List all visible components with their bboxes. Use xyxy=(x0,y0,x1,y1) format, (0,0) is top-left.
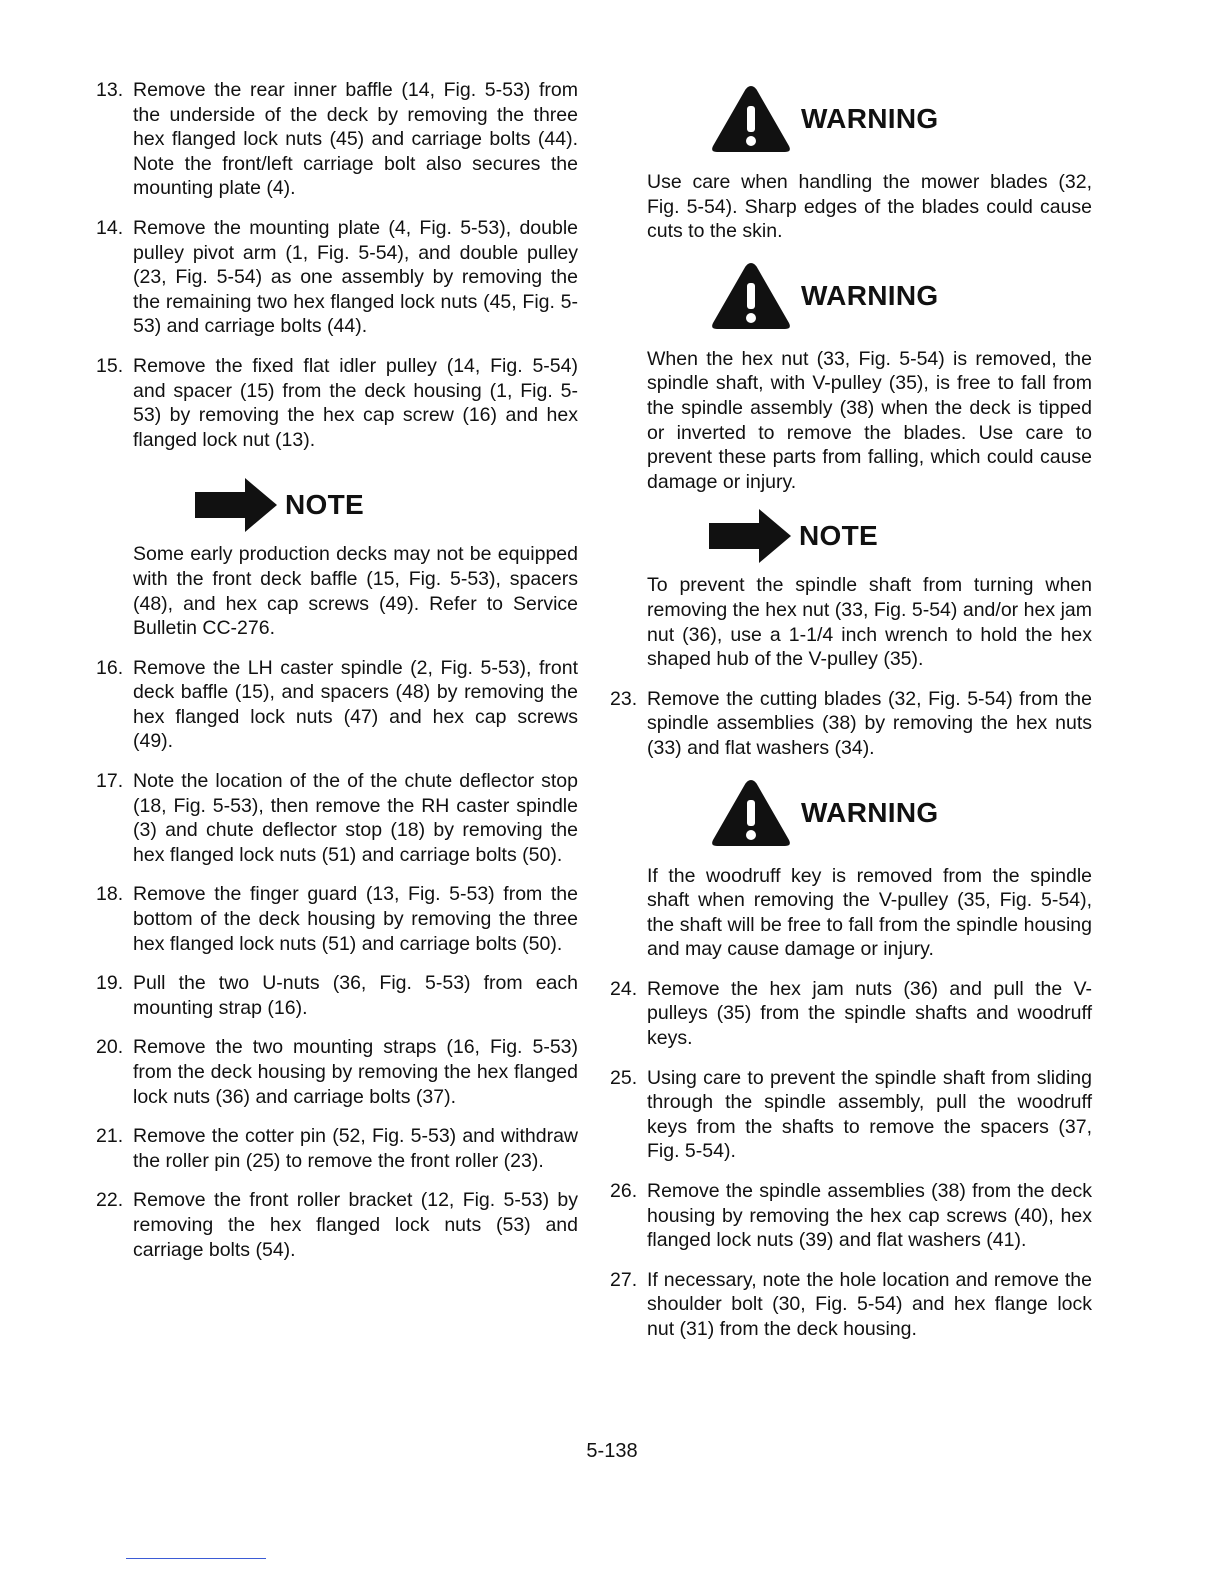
step-26 xyxy=(610,1179,1092,1253)
warning-icon xyxy=(709,776,793,850)
step-15 xyxy=(96,354,578,452)
step-text: Remove the front roller bracket (12, Fig. 5-53) by removing the hex flanged lock nuts (53) and carriage bolts (54). xyxy=(133,1189,578,1261)
step-number: 14. xyxy=(96,216,124,239)
step-number: 17. xyxy=(96,770,124,793)
step-19 xyxy=(96,971,578,1020)
step-text: Remove the cotter pin (52, Fig. 5-53) and withdraw the roller pin (25) to remove the front roller (23). xyxy=(133,1125,578,1172)
step-text: Remove the mounting plate (4, Fig. 5-53), double pulley pivot arm (1, Fig. 5-54), and double pulley (23, Fig. 5-54) as one assembly by removing the the remaining two hex flanged lock nuts (45, Fig. 5-53) and carriage bolts (44). xyxy=(133,216,578,338)
step-number: 25. xyxy=(610,1066,638,1089)
step-21 xyxy=(96,1124,578,1173)
step-number: 22. xyxy=(96,1189,124,1212)
divider xyxy=(126,1558,266,1559)
step-number: 16. xyxy=(96,656,124,679)
step-text: If necessary, note the hole location and remove the shoulder bolt (30, Fig. 5-54) and hex flange lock nut (31) from the deck housing. xyxy=(647,1268,1092,1340)
step-16 xyxy=(96,656,578,754)
step-17 xyxy=(96,769,578,867)
warning-callout xyxy=(709,776,1092,850)
arrow-right-icon xyxy=(195,478,277,532)
step-text: Remove the spindle assemblies (38) from the deck housing by removing the hex cap screws (40), hex flanged lock nuts (39) and flat washers (41). xyxy=(647,1180,1092,1252)
step-13 xyxy=(96,78,578,201)
step-text: Remove the LH caster spindle (2, Fig. 5-53), front deck baffle (15), and spacers (48) by removing the hex flanged lock nuts (47) and hex cap screws (49). xyxy=(133,656,578,753)
step-number: 26. xyxy=(610,1180,638,1203)
note-text: To prevent the spindle shaft from turning when removing the hex nut (33, Fig. 5-54) and/or hex jam nut (36), use a 1-1/4 inch wrench to hold the hex shaped hub of the V-pulley (35). xyxy=(647,574,1092,671)
step-22 xyxy=(96,1188,578,1262)
step-text: Remove the rear inner baffle (14, Fig. 5-53) from the underside of the deck by removing the three hex flanged lock nuts (45) and carriage bolts (44). Note the front/left carriage bolt also secures the mounting plate (4). xyxy=(133,79,578,200)
step-text: Remove the finger guard (13, Fig. 5-53) from the bottom of the deck housing by removing the three hex flanged lock nuts (51) and carriage bolts (50). xyxy=(133,883,578,955)
step-24 xyxy=(610,977,1092,1051)
warning-label: WARNING xyxy=(801,103,939,134)
step-20 xyxy=(96,1035,578,1109)
right-column xyxy=(610,78,1092,1357)
step-18 xyxy=(96,882,578,956)
warning-icon xyxy=(709,82,793,156)
step-number: 19. xyxy=(96,972,124,995)
step-text: Remove the fixed flat idler pulley (14, Fig. 5-54) and spacer (15) from the deck housing (1, Fig. 5-53) by removing the hex cap screw (16) and hex flanged lock nut (13). xyxy=(133,354,578,451)
left-column xyxy=(96,78,578,1277)
step-number: 27. xyxy=(610,1268,638,1291)
step-27 xyxy=(610,1268,1092,1342)
warning-text: When the hex nut (33, Fig. 5-54) is removed, the spindle shaft, with V-pulley (35), is free to fall from the spindle assembly (38) when the deck is tipped or inverted to remove the blades. Use care to prevent these parts from falling, which could cause damage or injury. xyxy=(647,347,1092,493)
step-text: Remove the two mounting straps (16, Fig. 5-53) from the deck housing by removing the hex flanged lock nuts (36) and carriage bolts (37). xyxy=(133,1036,578,1108)
warning-text: If the woodruff key is removed from the spindle shaft when removing the V-pulley (35, Fig. 5-54), the shaft will be free to fall from the spindle housing and may cause damage or injury. xyxy=(647,864,1092,961)
step-number: 20. xyxy=(96,1036,124,1059)
step-number: 18. xyxy=(96,883,124,906)
step-text: Note the location of the of the chute deflector stop (18, Fig. 5-53), then remove the RH caster spindle (3) and chute deflector stop (18) by removing the hex flanged lock nuts (51) and carriage bolts (50). xyxy=(133,770,578,866)
step-number: 21. xyxy=(96,1125,124,1148)
step-number: 13. xyxy=(96,79,124,101)
step-text: Remove the hex jam nuts (36) and pull the V-pulleys (35) from the spindle shafts and woodruff keys. xyxy=(647,977,1092,1050)
warning-callout xyxy=(709,82,1092,156)
note-callout xyxy=(195,478,578,532)
step-14 xyxy=(96,216,578,339)
warning-icon xyxy=(709,259,793,333)
note-callout xyxy=(709,509,1092,563)
step-23 xyxy=(610,687,1092,761)
step-text: Remove the cutting blades (32, Fig. 5-54) from the spindle assemblies (38) by removing the hex nuts (33) and flat washers (34). xyxy=(647,687,1092,759)
arrow-right-icon xyxy=(709,509,791,563)
step-text: Pull the two U-nuts (36, Fig. 5-53) from each mounting strap (16). xyxy=(133,972,578,1019)
warning-label: WARNING xyxy=(801,796,939,828)
page-number: 5-138 xyxy=(586,1440,638,1462)
warning-callout xyxy=(709,259,1092,333)
step-number: 24. xyxy=(610,977,638,1000)
note-label: NOTE xyxy=(799,520,878,552)
note-text: Some early production decks may not be equipped with the front deck baffle (15, Fig. 5-53), spacers (48), and hex cap screws (49). Refer to Service Bulletin CC-276. xyxy=(133,543,578,640)
warning-label: WARNING xyxy=(801,279,939,311)
step-number: 23. xyxy=(610,687,638,710)
step-text: Using care to prevent the spindle shaft from sliding through the spindle assembly, pull the woodruff keys from the shafts to remove the spacers (37, Fig. 5-54). xyxy=(647,1066,1092,1163)
warning-text: Use care when handling the mower blades (32, Fig. 5-54). Sharp edges of the blades could cause cuts to the skin. xyxy=(647,171,1092,243)
note-label: NOTE xyxy=(285,489,364,521)
step-25 xyxy=(610,1066,1092,1164)
step-number: 15. xyxy=(96,354,124,377)
